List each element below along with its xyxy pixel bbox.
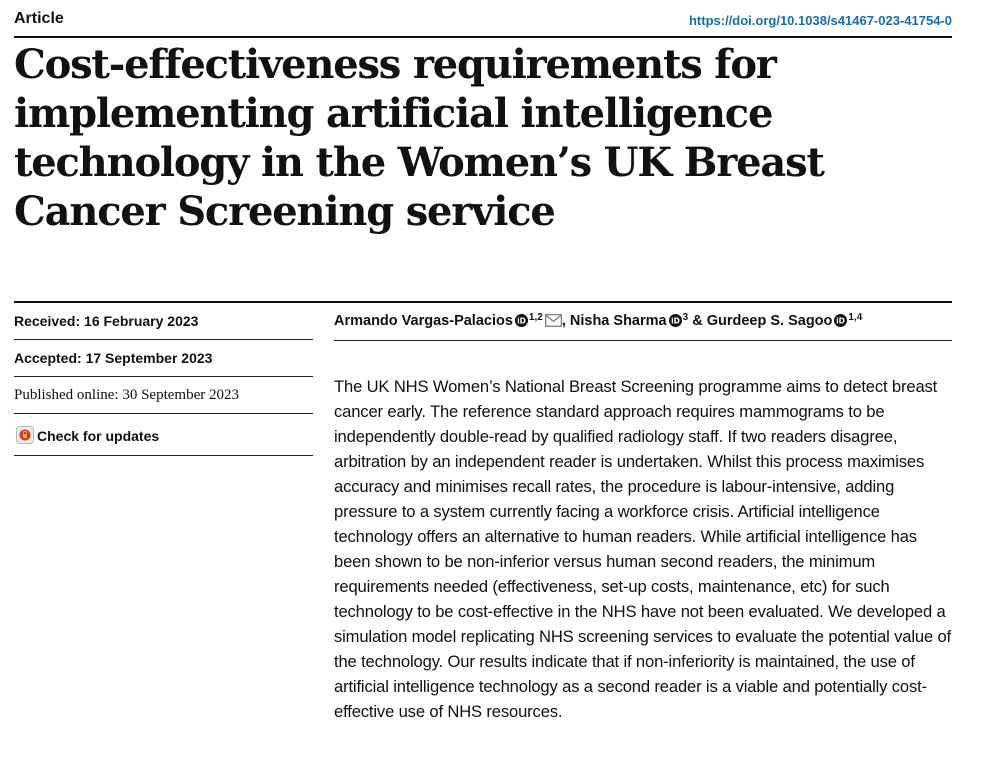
article-title	[14, 40, 944, 236]
authors-line	[334, 312, 862, 329]
author-name[interactable]: Gurdeep S. Sagoo	[706, 313, 833, 329]
mail-icon[interactable]	[545, 314, 562, 327]
author-list	[334, 303, 952, 341]
check-for-updates-icon	[16, 426, 34, 444]
accepted-date: Accepted: 17 September 2023	[14, 350, 213, 366]
author-separator: ,	[561, 313, 570, 329]
published-date-row	[14, 377, 313, 414]
received-date: Received: 16 February 2023	[14, 313, 199, 329]
svg-text:iD: iD	[670, 316, 680, 326]
svg-text:iD: iD	[517, 316, 526, 326]
title-line: technology in the Women’s UK Breast	[14, 139, 824, 186]
orcid-icon[interactable]	[669, 314, 682, 327]
check-for-updates-button[interactable]	[14, 414, 313, 456]
doi-link[interactable]: https://doi.org/10.1038/s41467-023-41754-0	[688, 13, 952, 28]
author-separator: &	[688, 313, 707, 329]
top-divider	[14, 36, 952, 38]
title-line: Cancer Screening service	[14, 188, 555, 235]
svg-text:iD: iD	[836, 316, 846, 326]
author-affiliations: 3	[682, 312, 689, 323]
check-for-updates-label: Check for updates	[37, 428, 160, 444]
author-affiliations: 1,2	[528, 312, 543, 323]
abstract-text: The UK NHS Women’s National Breast Screening programme aims to detect breast cancer early. The reference standard approach requires mammograms to be independently double-read by qualified radiology staff. If two readers disagree, arbitration by an independent reader is undertaken. Whilst this process maximises accuracy and minimises recall rates, the procedure is labour-intensive, adding pressure to a system currently facing a workforce crisis. Artificial intelligence technology offers an alternative to human readers. While artificial intelligence has been shown to be non-inferior versus human second readers, the minimum requirements needed (effectiveness, set-up costs, maintenance, etc) for such technology to be cost-effective in the NHS have not been evaluated. We developed a simulation model replicating NHS screening services to evaluate the potential value of the technology. Our results indicate that if non-inferiority is maintained, the use of artificial intelligence technology as a second reader is a viable and potentially cost-effective use of NHS resources.	[334, 377, 952, 721]
top-bar	[14, 8, 952, 32]
article-dates-panel	[14, 303, 313, 456]
title-line: Cost-effectiveness requirements for	[14, 41, 776, 88]
title-line: implementing artificial intelligence	[14, 90, 773, 137]
orcid-icon[interactable]	[834, 314, 847, 327]
author-name[interactable]: Nisha Sharma	[569, 313, 667, 329]
published-date: Published online: 30 September 2023	[14, 387, 239, 403]
orcid-icon[interactable]	[515, 314, 528, 327]
accepted-date-row	[14, 340, 313, 377]
article-type-label: Article	[14, 10, 64, 27]
author-name[interactable]: Armando Vargas-Palacios	[334, 313, 513, 329]
author-affiliations: 1,4	[848, 312, 863, 323]
received-date-row	[14, 303, 313, 340]
